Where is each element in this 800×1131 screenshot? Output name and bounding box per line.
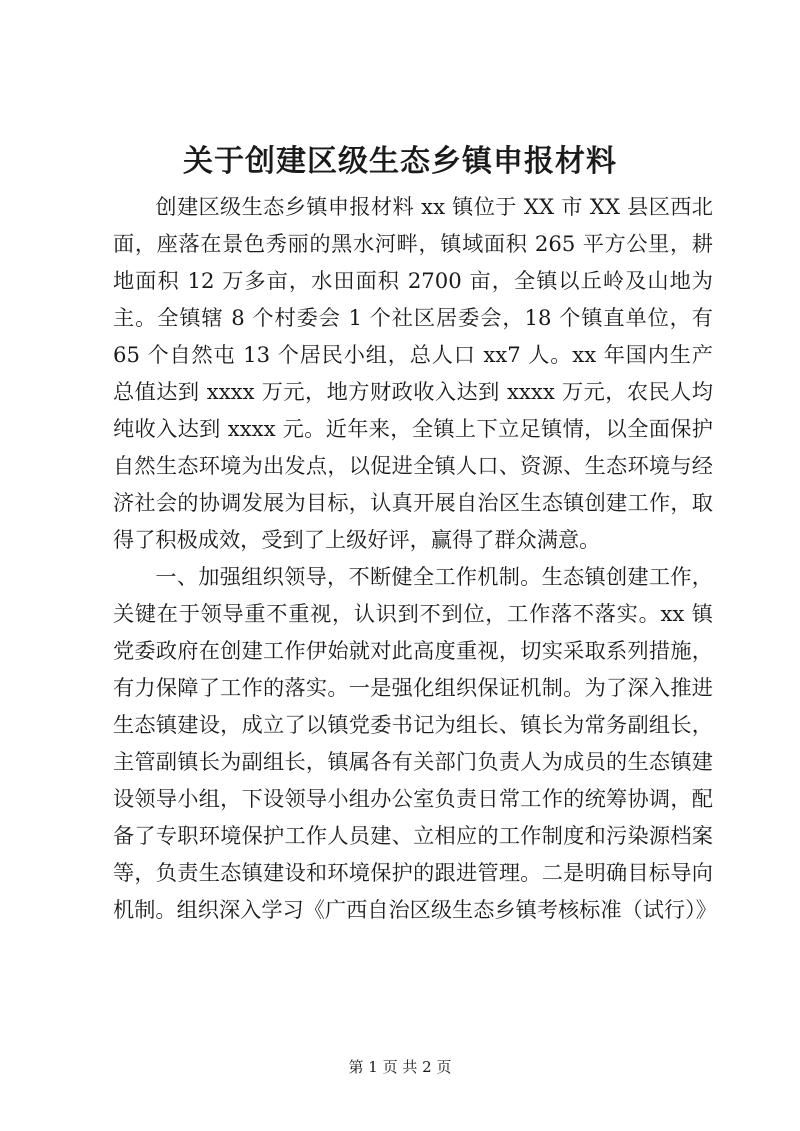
- paragraph-intro: 创建区级生态乡镇申报材料 xx 镇位于 XX 市 XX 县区西北面，座落在景色秀丽的黑水河畔，镇域面积 265 平方公里，耕地面积 12 万多亩，水田面积 2700 亩，全镇以丘岭及山地为主。全镇辖 8 个村委会 1 个社区居委会，18 个镇直单位，有 65 个自然屯 13 个居民小组，总人口 xx7 人。xx 年国内生产总值达到 xxxx 万元，地方财政收入达到 xxxx 万元，农民人均纯收入达到 xxxx 元。近年来，全镇上下立足镇情，以全面保护自然生态环境为出发点，以促进全镇人口、资源、生态环境与经济社会的协调发展为目标，认真开展自治区生态镇创建工作，取得了积极成效，受到了上级好评，赢得了群众满意。: [113, 194, 713, 552]
- document-title: 关于创建区级生态乡镇申报材料: [183, 144, 617, 179]
- paragraph-organization: 一、加强组织领导，不断健全工作机制。生态镇创建工作，关键在于领导重不重视，认识到不到位，工作落不落实。xx 镇党委政府在创建工作伊始就对此高度重视，切实采取系列措施，有力保障了工作的落实。一是强化组织保证机制。为了深入推进生态镇建设，成立了以镇党委书记为组长、镇长为常务副组长，主管副镇长为副组长，镇属各有关部门负责人为成员的生态镇建设领导小组，下设领导小组办公室负责日常工作的统筹协调，配备了专职环境保护工作人员建、立相应的工作制度和污染源档案等，负责生态镇建设和环境保护的跟进管理。二是明确目标导向机制。组织深入学习《广西自治区级生态乡镇考核标准（试行）》: [113, 564, 717, 922]
- page-footer: 第 1 页 共 2 页: [348, 1058, 452, 1076]
- document-body: [113, 188, 717, 928]
